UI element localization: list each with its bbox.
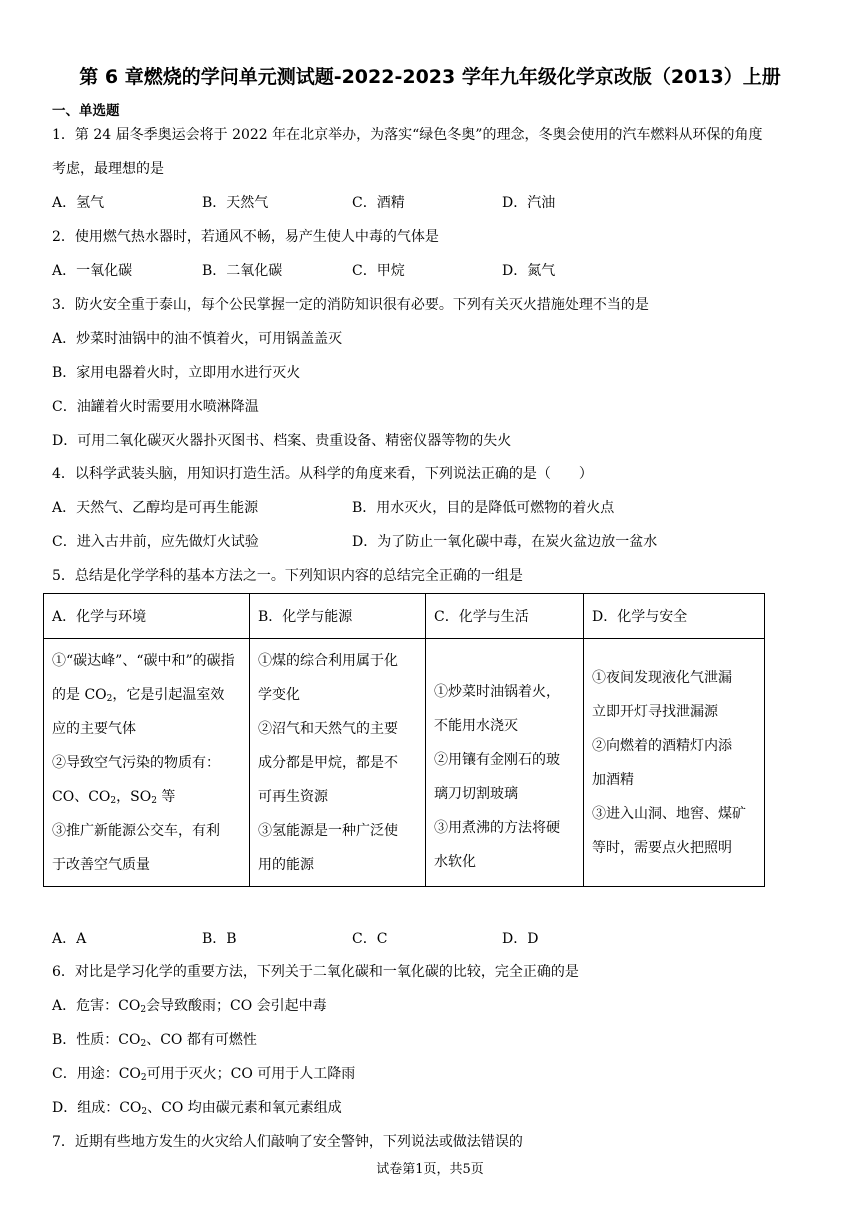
cell-b-line: 用的能源 [258,856,314,873]
q4-stem: 4．以科学武装头脑，用知识打造生活。从科学的角度来看，下列说法正确的是（ ） [52,466,593,482]
table-cell-c [426,639,584,887]
q1-option-c: C．酒精 [352,195,405,211]
q5-option-b: B．B [202,931,237,947]
cell-a-line: 应的主要气体 [52,720,136,737]
table-header-b: B．化学与能源 [250,594,426,639]
page-footer: 试卷第1页，共5页 [376,1162,484,1177]
cell-a-line: ①“碳达峰”、“碳中和”的碳指 [52,652,235,669]
cell-d-line: 立即开灯寻找泄漏源 [592,703,718,720]
q6-option-b: B．性质：$CO_2$、CO 都有可燃性 [52,1032,257,1049]
q4-option-c: C．进入古井前，应先做灯火试验 [52,534,259,550]
cell-b-line: 可再生资源 [258,788,328,805]
cell-c-line: ②用镶有金刚石的玻 [434,752,560,768]
cell-c-line: 璃刀切割玻璃 [434,786,518,802]
table-header-d: D．化学与安全 [584,594,765,639]
section-heading: 一、单选题 [52,103,120,119]
q3-option-d: D．可用二氧化碳灭火器扑灭图书、档案、贵重设备、精密仪器等物的失火 [52,433,512,449]
cell-d-line: 加酒精 [592,771,634,788]
q5-options [52,930,812,948]
q1-option-b: B．天然气 [202,195,269,211]
q6-option-d: D．组成：$CO_2$、CO 均由碳元素和氧元素组成 [52,1100,342,1117]
q2-options [52,262,812,280]
q3-option-b: B．家用电器着火时，立即用水进行灭火 [52,365,301,381]
q3-option-a: A．炒菜时油锅中的油不慎着火，可用锅盖盖灭 [52,331,343,347]
cell-d-line: ③进入山洞、地窖、煤矿 [592,805,746,822]
cell-b-line: 成分都是甲烷，都是不 [258,754,398,771]
cell-a-line: 于改善空气质量 [52,856,150,873]
q5-option-d: D．D [502,931,539,947]
cell-d-line: 等时，需要点火把照明 [592,839,732,856]
cell-d-line: ②向燃着的酒精灯内添 [592,737,732,754]
cell-c-line: ③用煮沸的方法将硬 [434,820,560,836]
cell-c-line: ①炒菜时油锅着火， [434,684,560,700]
cell-b-line: ②沼气和天然气的主要 [258,720,398,737]
table-header-a: A．化学与环境 [44,594,250,639]
table-cell-b [250,639,426,887]
cell-a-line: CO、$CO_2$，$SO_2$ 等 [52,788,176,806]
cell-a-line: 的是 $CO_2$，它是引起温室效 [52,686,225,704]
q1-stem-line-1: 1．第 24 届冬季奥运会将于 2022 年在北京举办，为落实“绿色冬奥”的理念，冬奥会使用的汽车燃料从环保的角度 [52,127,763,143]
q5-summary-table [43,593,765,887]
q2-option-b: B．二氧化碳 [202,263,283,279]
q3-option-c: C．油罐着火时需要用水喷淋降温 [52,399,259,415]
q4-option-d: D．为了防止一氧化碳中毒，在炭火盆边放一盆水 [352,534,658,550]
cell-a-line: ②导致空气污染的物质有： [52,754,220,771]
table-header-c: C．化学与生活 [426,594,584,639]
cell-b-line: 学变化 [258,686,300,703]
q1-option-a: A．氢气 [52,195,105,211]
q1-stem-line-2: 考虑，最理想的是 [52,161,164,177]
q2-option-a: A．一氧化碳 [52,263,133,279]
cell-c-line: 不能用水浇灭 [434,718,518,734]
q6-option-a: A．危害：$CO_2$会导致酸雨；CO 会引起中毒 [52,998,327,1015]
exam-title: 第 6 章燃烧的学问单元测试题-2022-2023 学年九年级化学京改版（2013）上册 [79,66,781,88]
cell-a-line: ③推广新能源公交车，有利 [52,822,220,839]
q4-options-row-2 [52,533,812,551]
q2-option-d: D．氮气 [502,263,556,279]
q4-option-a: A．天然气、乙醇均是可再生能源 [52,500,259,516]
q6-stem: 6．对比是学习化学的重要方法，下列关于二氧化碳和一氧化碳的比较，完全正确的是 [52,964,579,980]
q1-options [52,194,812,212]
q5-stem: 5．总结是化学学科的基本方法之一。下列知识内容的总结完全正确的一组是 [52,568,523,584]
table-cell-a [44,639,250,887]
q5-option-c: C．C [352,931,388,947]
q3-stem: 3．防火安全重于泰山，每个公民掌握一定的消防知识很有必要。下列有关灭火措施处理不当的是 [52,297,649,313]
q5-option-a: A．A [52,931,87,947]
cell-c-line: 水软化 [434,854,476,870]
q2-stem: 2．使用燃气热水器时，若通风不畅，易产生使人中毒的气体是 [52,229,439,245]
q4-option-b: B．用水灭火，目的是降低可燃物的着火点 [352,500,615,516]
cell-b-line: ③氢能源是一种广泛使 [258,822,398,839]
q7-stem: 7．近期有些地方发生的火灾给人们敲响了安全警钟，下列说法或做法错误的 [52,1134,523,1150]
q4-options-row-1 [52,499,812,517]
q1-option-d: D．汽油 [502,195,556,211]
cell-d-line: ①夜间发现液化气泄漏 [592,669,732,686]
q6-option-c: C．用途：$CO_2$可用于灭火；CO 可用于人工降雨 [52,1066,356,1083]
cell-b-line: ①煤的综合利用属于化 [258,652,398,669]
q2-option-c: C．甲烷 [352,263,405,279]
table-cell-d [584,639,765,887]
